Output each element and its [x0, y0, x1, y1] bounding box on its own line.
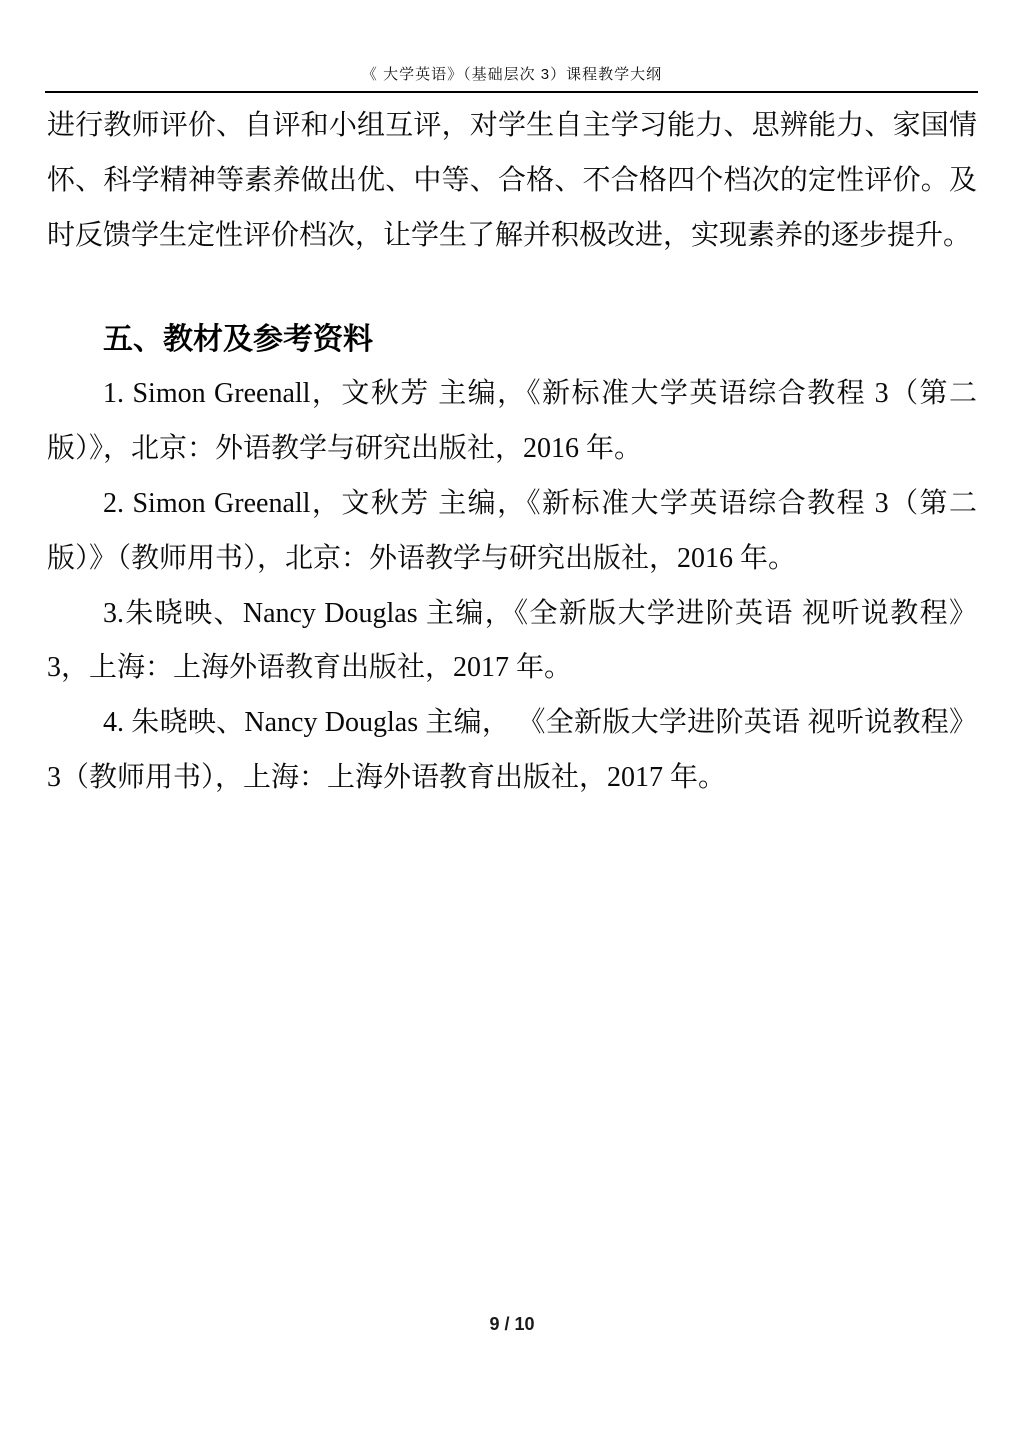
evaluation-paragraph: 进行教师评价、自评和小组互评，对学生自主学习能力、思辨能力、家国情怀、科学精神等素养做出优、中等、合格、不合格四个档次的定性评价。及时反馈学生定性评价档次，让学生了解并积极改进，实现素养的逐步提升。 — [47, 110, 977, 251]
page-content — [47, 99, 977, 806]
running-header: 《 大学英语》（基础层次 3）课程教学大纲 — [361, 66, 663, 83]
page-number: 9 / 10 — [489, 1314, 535, 1334]
reference-item-3: 3.朱晓映、Nancy Douglas 主编，《全新版大学进阶英语 视听说教程》3，上海：上海外语教育出版社，2017 年。 — [47, 597, 977, 684]
section-heading-materials: 五、教材及参考资料 — [103, 323, 373, 357]
header-divider — [45, 91, 978, 93]
reference-item-2: 2. Simon Greenall，文秋芳 主编，《新标准大学英语综合教程 3（第二版）》（教师用书），北京：外语教学与研究出版社，2016 年。 — [47, 487, 977, 574]
reference-item-1: 1. Simon Greenall，文秋芳 主编，《新标准大学英语综合教程 3（第二版）》，北京：外语教学与研究出版社，2016 年。 — [47, 378, 977, 465]
reference-item-4: 4. 朱晓映、Nancy Douglas 主编， 《全新版大学进阶英语 视听说教程》3（教师用书），上海：上海外语教育出版社，2017 年。 — [47, 707, 977, 793]
